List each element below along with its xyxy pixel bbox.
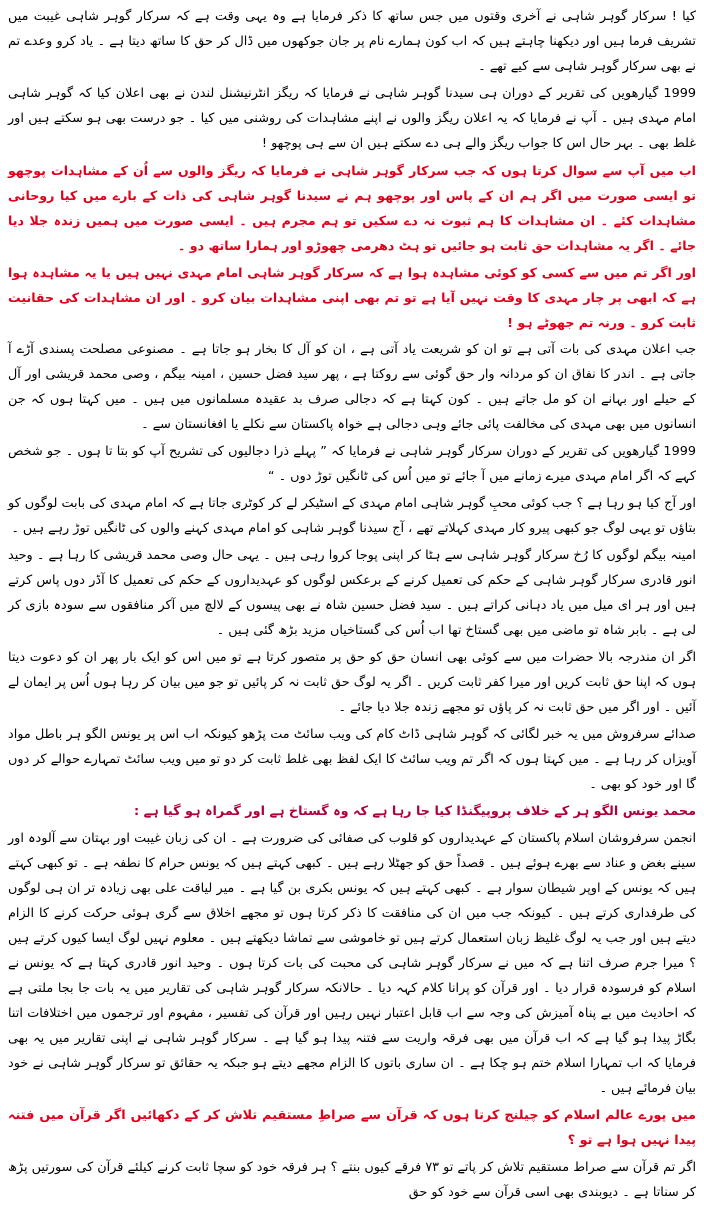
paragraph-5: جب اعلان مہدی کی بات آتی ہے تو ان کو شریعت یاد آتی ہے ، ان کو آل کا بخار ہو جاتا ہے ۔ مصنوعی مصلحت پسندی آڑے آ جاتی ہے ۔ اندر کا نفاق ان کو مردانہ وار حق گوئی سے روکتا ہے ، پھر سید فضل حسین ، امینہ بیگم ، وصی محمد قریشی اور آل کے حیلے اور بہانے ان کو مل جاتے ہیں ۔ کون کہتا ہے کہ دجالی صرف بد عقیدہ مسلمانوں میں ہیں ۔ میں کہتا ہوں کہ جن انسانوں میں بھی مہدی کی مخالفت پائی جائے وہی دجالی ہے خواہ پاکستان سے نکلے یا افغانستان سے ۔: [8, 342, 696, 432]
paragraph-4: اور اگر تم میں سے کسی کو کوئی مشاہدہ ہوا ہے کہ سرکار گوہر شاہی امام مہدی نہیں ہیں یا یہ مشاہدہ ہوا ہے کہ ابھی پر چار مہدی کا وقت نہیں آیا ہے تو تم بھی اپنی مشاہدات بیان کرو ۔ اور ان مشاہدات کی حقانیت ثابت کرو ۔ ورنہ تم جھوٹے ہو !: [8, 265, 696, 330]
paragraph-7: اور آج کیا ہو رہا ہے ؟ جب کوئی محبِ گوہر شاہی امام مہدی کے اسٹیکر لے کر کوٹری جاتا ہے کہ امام مہدی کی بابت لوگوں کو بتاؤں تو یہی لوگ جو کبھی پیرو کار مہدی کہلاتے تھے ، آج سیدنا گوہر شاہی کو امام مہدی کہنے والوں کی ٹانگیں توڑ رہے ہیں ۔: [8, 496, 696, 536]
paragraph-10: صدائے سرفروش میں یہ خبر لگائی کہ گوہر شاہی ڈاٹ کام کی ویب سائٹ مت پڑھو کیونکہ اب اس پر یونس الگو ہر باطل مواد آویزاں کر رہا ہے ۔ میں کہتا ہوں کہ اگر تم ویب سائٹ کا ایک لفظ بھی غلط ثابت کر دو تو میں ویب سائٹ تمہارے حوالے کر دوں گا اور خود کو بھی ۔: [8, 727, 696, 792]
paragraph-3: اب میں آپ سے سوال کرتا ہوں کہ جب سرکار گوہر شاہی نے فرمایا کہ ریگز والوں سے اُن کے مشاہدات پوچھو تو ایسی صورت میں اگر ہم ان کے پاس اور پوچھو ہم نے سیدنا گوہر شاہی کی ذات کے بارے میں کیا روحانی مشاہدات کئے ۔ ان مشاہدات کا ہم ثبوت نہ دے سکیں تو ہم مجرم ہیں ۔ ایسی صورت میں ہمیں زندہ جلا دیا جائے ۔ اگر یہ مشاہدات حق ثابت ہو جائیں تو ہٹ دھرمی چھوڑو اور ہمارا ساتھ دو ۔: [8, 163, 696, 253]
challenge-question: میں پورے عالم اسلام کو چیلنج کرتا ہوں کہ قرآن سے صراطِ مستقیم تلاش کر کے دکھائیں اگر قرآن میں فتنہ پیدا نہیں ہوا ہے تو ؟: [8, 1108, 696, 1148]
paragraph-9: اگر ان مندرجہ بالا حضرات میں سے کوئی بھی انسان حق کو حق پر متصور کرتا ہے تو میں اس کو ایک بار پھر ان کو دعوت دیتا ہوں کہ اپنا حق ثابت کریں اور میرا کفر ثابت کریں ۔ اگر یہ لوگ حق ثابت نہ کر پائیں تو جو میں بیان کر رہا ہوں اُس پر ایمان لے آئیں ۔ اور اگر میں حق ثابت نہ کر پاؤں تو مجھے زندہ جلا دیا جائے ۔: [8, 650, 696, 715]
paragraph-1: کیا ! سرکار گوہر شاہی نے آخری وقتوں میں جس ساتھ کا ذکر فرمایا ہے وہ یہی وقت ہے کہ سرکار گوہر شاہی غیبت میں تشریف فرما ہیں اور دیکھنا چاہتے ہیں کہ اب کون ہمارے نام پر جان جوکھوں میں ڈال کر حق کا ساتھ دیتا ہے ۔ یاد کرو وعدے تم نے بھی سرکار گوہر شاہی سے کیے تھے ۔: [8, 9, 696, 74]
section-heading: محمد یونس الگو ہر کے خلاف پروپیگنڈا کیا جا رہا ہے کہ وہ گستاخ ہے اور گمراہ ہو گیا ہے :: [134, 804, 696, 819]
paragraph-6: 1999 گیارھویں کی تقریر کے دوران سرکار گوہر شاہی نے فرمایا کہ ” پہلے ذرا دجالیوں کی تشریح آپ کو بتا تا ہوں ۔ جو شخص کہے کہ اگر امام مہدی میرے زمانے میں آ جائے تو میں اُس کی ٹانگیں توڑ دوں ۔ “: [8, 444, 696, 484]
paragraph-11: انجمن سرفروشان اسلام پاکستان کے عہدیداروں کو قلوب کی صفائی کی ضرورت ہے ۔ ان کی زبان غیبت اور بہتان سے آلودہ اور سینے بغض و عناد سے بھرے ہوئے ہیں ۔ قصداً حق کو جھٹلا رہے ہیں ۔ کبھی کہتے ہیں کہ یونس حرام کا نطفہ ہے ۔ تو کبھی کہتے ہیں کہ یونس کے اوپر شیطان سوار ہے ۔ کبھی کہتے ہیں کہ یونس بکری بن گیا ہے ۔ میر لیاقت علی بھی زیادہ تر ان ہی لوگوں کی طرفداری کرتے ہیں ۔ کیونکہ جب میں ان کی منافقت کا ذکر کرتا ہوں تو مجھے اخلاق سے گری ہوئی حرکت کرنے کا الزام دیتے ہیں اور جب یہ لوگ غلیظ زبان استعمال کرتے ہیں تو خاموشی سے تماشا دیکھتے ہیں ۔ معلوم نہیں لوگ ایسا کیوں کرتے ہیں ؟ میرا جرم صرف اتنا ہے کہ میں نے سرکار گوہر شاہی کی محبت کی بات کرتا ہوں ۔ وحید انور قادری کہتا ہے کہ یونس نے اسلام کو فرسودہ قرار دیا ۔ اور قرآن کو پرانا کلام کہہ دیا ۔ حالانکہ سرکار گوہر شاہی کی تقاریر میں یہ بات جا بجا ملتی ہے کہ احادیث میں بے پناہ آمیزش کی وجہ سے اب قابل اعتبار نہیں رہیں اور قرآن کی تفسیر ، مفہوم اور ترجموں میں اختلافات اتنا بگاڑ پیدا ہو گیا ہے کہ اب قرآن میں بھی فرقہ واریت سے فتنہ پیدا ہو گیا ہے ۔ سرکار گوہر شاہی نے اپنی تقاریر میں یہ بھی فرمایا کہ اب تمہارا اسلام ختم ہو چکا ہے ۔ ان ساری باتوں کا الزام مجھے دیتے ہو جبکہ یہ حقائق تو سرکار گوہر شاہی نے خود بیان فرمائے ہیں ۔: [8, 831, 696, 1096]
paragraph-2: 1999 گیارھویں کی تقریر کے دوران ہی سیدنا گوہر شاہی نے فرمایا کہ ریگز انٹرنیشنل لندن نے بھی اعلان کیا کہ گوہر شاہی امام مہدی ہیں ۔ آپ نے فرمایا کہ یہ اعلان ریگز والوں نے اپنے مشاہدات کی روشنی میں کیا ۔ جو درست بھی ہو سکتے ہیں اور غلط بھی ۔ بہر حال اس کا جواب ریگز والے ہی دے سکتے ہیں ان سے ہی پوچھو !: [8, 86, 696, 151]
paragraph-12: اگر تم قرآن سے صراط مستقیم تلاش کر پاتے تو ۷۳ فرقے کیوں بنتے ؟ ہر فرقہ خود کو سچا ثابت کرنے کیلئے قرآن کی سورتیں پڑھ کر سناتا ہے ۔ دیوبندی بھی اسی قرآن سے خود کو حق: [8, 1160, 696, 1200]
paragraph-8: امینہ بیگم لوگوں کا رُخ سرکار گوہر شاہی سے ہٹا کر اپنی پوجا کروا رہی ہیں ۔ یہی حال وصی محمد قریشی کا رہا ہے ۔ وحید انور قادری سرکار گوہر شاہی کے حکم کی تعمیل کرنے کے برعکس لوگوں کو عہدیداروں کے حکم کی تعمیل کا آڈر دوں پاس کرتے ہیں اور ہر ای میل میں یاد دہانی کراتے ہیں ۔ سید فضل حسین شاہ نے بھی پیسوں کے لالچ میں آکر منافقوں سے سودہ بازی کر لی ہے ۔ بابر شاہ تو ماضی میں بھی گستاخ تھا اب اُس کی گستاخیاں مزید بڑھ گئی ہیں ۔: [8, 548, 696, 638]
